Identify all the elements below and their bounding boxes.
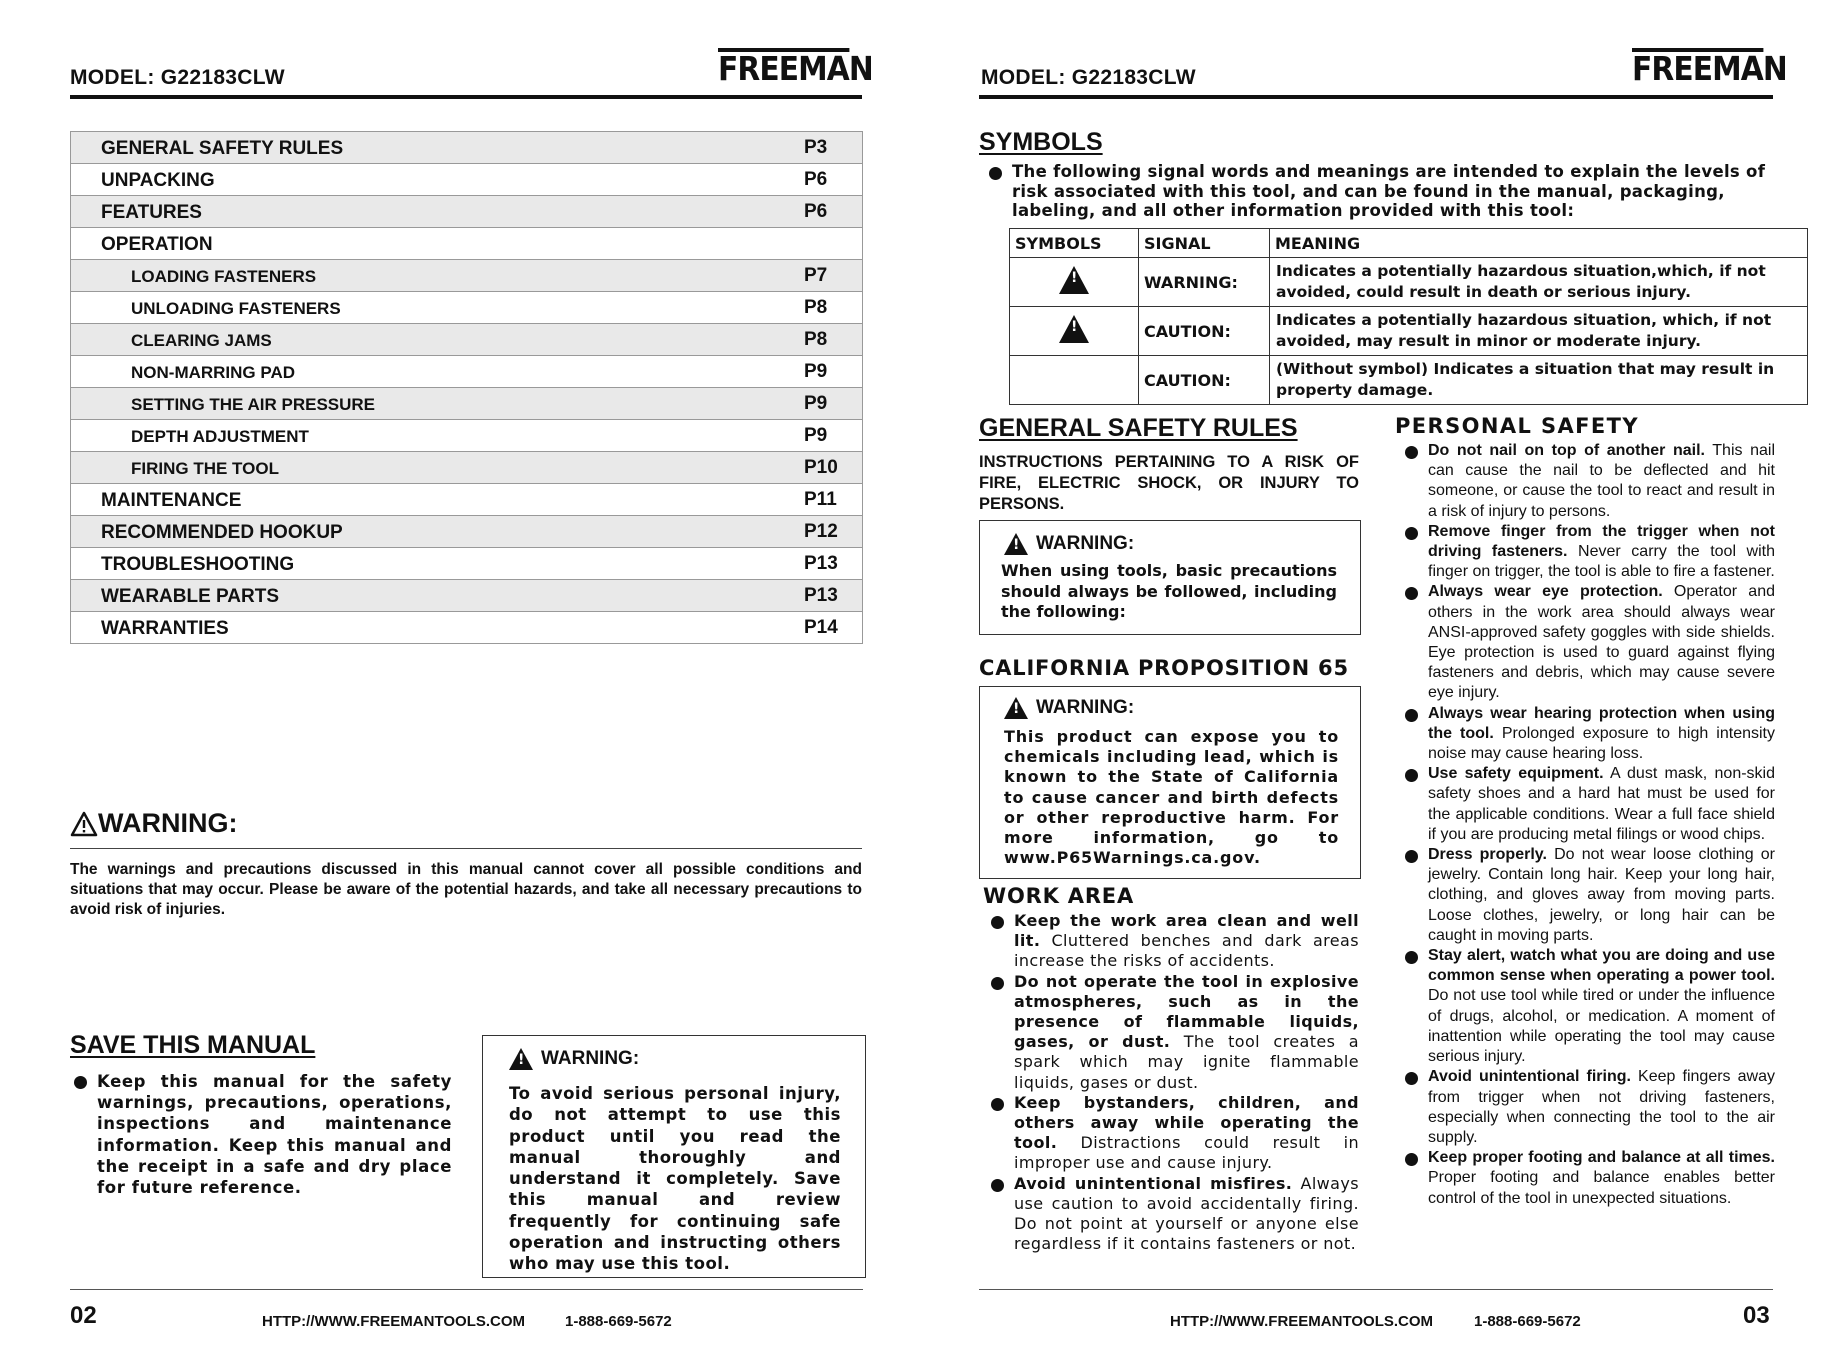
toc-entry-page: P3 — [804, 137, 828, 158]
col-signal: SIGNAL — [1139, 229, 1270, 258]
footer-phone: 1-888-669-5672 — [1474, 1313, 1581, 1330]
warning-triangle-icon — [70, 811, 98, 837]
toc-row — [71, 196, 862, 228]
toc-entry-title: MAINTENANCE — [101, 490, 242, 511]
footer-phone: 1-888-669-5672 — [565, 1313, 672, 1330]
warning-text: The warnings and precautions discussed in this manual cannot cover all possible conditions and situations that may occur. Please be aware of the potential hazards, and take all necessary precautions to avoid risk of injuries. — [70, 861, 862, 918]
toc-entry-page: P11 — [804, 489, 837, 510]
list-item-text: Keep fingers away from trigger when not driving fasteners, especially when connecting the tool to the air supply. — [1428, 1068, 1776, 1146]
toc-entry-page: P8 — [804, 297, 828, 318]
prop65-warning-title: WARNING: — [1036, 697, 1135, 718]
list-item-text: This nail can cause the nail to be deflected and hit someone, or cause the tool to react and result in a risk of injury to persons. — [1428, 442, 1775, 520]
toc-entry-title: DEPTH ADJUSTMENT — [131, 427, 309, 446]
list-item — [1401, 845, 1775, 946]
gsr-instructions: INSTRUCTIONS PERTAINING TO A RISK OF FIRE, ELECTRIC SHOCK, OR INJURY TO PERSONS. — [979, 453, 1359, 513]
toc-row — [71, 612, 862, 644]
warning-rule — [70, 848, 862, 849]
list-item-text: Cluttered benches and dark areas increase the risks of accidents. — [1014, 931, 1359, 971]
gsr-warning-heading — [1004, 533, 1134, 555]
table-of-contents — [70, 131, 863, 644]
toc-row — [71, 452, 862, 484]
toc-entry-page: P6 — [804, 201, 828, 222]
list-item — [1401, 1067, 1775, 1148]
save-warning-box — [482, 1035, 866, 1278]
signal-cell: WARNING: — [1139, 258, 1270, 307]
toc-entry-title: RECOMMENDED HOOKUP — [101, 522, 343, 543]
signal-cell: CAUTION: — [1139, 307, 1270, 356]
meaning-cell: Indicates a potentially hazardous situation, which, if not avoided, may result in minor or moderate injury. — [1270, 307, 1808, 356]
toc-row — [71, 228, 862, 260]
signal-cell: CAUTION: — [1139, 356, 1270, 405]
toc-row — [71, 324, 862, 356]
model-label: MODEL: G22183CLW — [70, 66, 285, 89]
symbol-cell-empty — [1010, 356, 1139, 405]
toc-row — [71, 292, 862, 324]
col-symbols: SYMBOLS — [1010, 229, 1139, 258]
warning-triangle-icon — [1004, 697, 1028, 719]
toc-row — [71, 420, 862, 452]
toc-entry-page: P13 — [804, 585, 838, 606]
toc-row — [71, 580, 862, 612]
list-item-text: Distractions could result in improper use and cause injury. — [1014, 1133, 1359, 1173]
list-item-lead: Always wear eye protection. — [1428, 583, 1663, 601]
gsr-warning-title: WARNING: — [1036, 533, 1135, 554]
list-item-text: Prolonged exposure to high intensity noise may cause hearing loss. — [1428, 724, 1775, 763]
toc-row — [71, 484, 862, 516]
header-rule — [70, 95, 862, 99]
toc-entry-title: UNLOADING FASTENERS — [131, 299, 341, 318]
warning-heading — [70, 808, 237, 839]
table-row — [1010, 356, 1808, 405]
meaning-cell: (Without symbol) Indicates a situation that may result in property damage. — [1270, 356, 1808, 405]
col-meaning: MEANING — [1270, 229, 1808, 258]
toc-row — [71, 548, 862, 580]
right-page — [917, 0, 1834, 1362]
toc-entry-title: GENERAL SAFETY RULES — [101, 138, 344, 159]
list-item-text: The tool creates a spark which may ignite flammable liquids, gases or dust. — [1014, 1032, 1359, 1092]
symbol-cell — [1010, 307, 1139, 356]
list-item — [1401, 522, 1775, 583]
save-warning-title: WARNING: — [541, 1048, 640, 1069]
personal-safety-title: PERSONAL SAFETY — [1395, 414, 1640, 438]
list-item — [987, 1093, 1359, 1174]
toc-entry-page: P10 — [804, 457, 838, 478]
footer-url: HTTP://WWW.FREEMANTOOLS.COM — [262, 1313, 526, 1330]
toc-row — [71, 356, 862, 388]
list-item-lead: Remove finger from the trigger when not driving fasteners. — [1428, 522, 1775, 561]
list-item-lead: Do not operate the tool in explosive atmospheres, such as in the presence of flammable liquids, gases, or dust. — [1014, 971, 1359, 1052]
save-warning-text: To avoid serious personal injury, do not attempt to use this product until you read the manual thoroughly and understand it completely. Save this manual and review frequently for continuing safe operation and instructing others who may use this tool. — [509, 1084, 841, 1274]
toc-entry-page: P7 — [804, 265, 828, 286]
warning-triangle-icon — [509, 1048, 533, 1070]
toc-entry-title: WARRANTIES — [101, 618, 229, 639]
list-item — [987, 911, 1359, 972]
symbols-intro-list — [985, 162, 1805, 221]
toc-row — [71, 260, 862, 292]
list-item — [1401, 764, 1775, 845]
toc-entry-page: P12 — [804, 521, 838, 542]
toc-row — [71, 388, 862, 420]
footer-url: HTTP://WWW.FREEMANTOOLS.COM — [1170, 1313, 1434, 1330]
header-rule — [979, 95, 1773, 99]
list-item-text: Always use caution to avoid accidentally firing. Do not point at yourself or anyone else regardless if it contains fasteners or not. — [1014, 1173, 1359, 1254]
toc-entry-title: OPERATION — [101, 234, 213, 255]
list-item-text: Do not use tool while tired or under the influence of drugs, alcohol, or medication. A moment of inattention while operating the tool may cause serious injury. — [1428, 987, 1775, 1066]
warning-triangle-icon — [1059, 266, 1089, 294]
prop65-title: CALIFORNIA PROPOSITION 65 — [979, 656, 1349, 680]
symbol-cell — [1010, 258, 1139, 307]
list-item-lead: Do not nail on top of another nail. — [1428, 442, 1705, 459]
list-item — [987, 972, 1359, 1093]
list-item — [1401, 441, 1775, 522]
work-area-list — [987, 911, 1359, 1254]
list-item — [1401, 704, 1775, 765]
list-item-lead: Dress properly. — [1428, 846, 1547, 864]
table-row — [1010, 307, 1808, 356]
toc-entry-title: UNPACKING — [101, 170, 215, 191]
prop65-text: This product can expose you to chemicals including lead, which is known to the State of California to cause cancer and birth defects or other reproductive harm. For more information, go to www.P65Warnings.ca.gov. — [1004, 727, 1339, 868]
save-manual-title: SAVE THIS MANUAL — [70, 1031, 316, 1059]
toc-entry-page: P14 — [804, 617, 838, 638]
toc-entry-title: SETTING THE AIR PRESSURE — [131, 395, 376, 414]
toc-entry-title: FIRING THE TOOL — [131, 459, 279, 478]
list-item — [987, 1174, 1359, 1255]
model-label: MODEL: G22183CLW — [981, 66, 1196, 89]
list-item-text: Proper footing and balance enables better control of the tool in unexpected situations. — [1428, 1169, 1775, 1207]
list-item-text: A dust mask, non-skid safety shoes and a hard hat must be used for the applicable conditions. Wear a full face shield if you are producing metal filings or wood chips. — [1428, 765, 1776, 843]
list-item-lead: Keep bystanders, children, and others away while operating the tool. — [1014, 1092, 1359, 1153]
list-item-text: Operator and others in the work area should always wear ANSI-approved safety goggles with side shields. Eye protection is used to guard against flying fasteners and debris, which may cause severe eye injury. — [1428, 583, 1775, 702]
list-item — [1401, 582, 1775, 703]
gsr-warning-text: When using tools, basic precautions should always be followed, including the following: — [1001, 561, 1337, 621]
prop65-warning-box — [979, 686, 1361, 879]
page-number: 02 — [70, 1302, 97, 1329]
footer-rule — [979, 1289, 1773, 1290]
symbols-title: SYMBOLS — [979, 128, 1103, 156]
personal-safety-list — [1401, 441, 1775, 1209]
toc-entry-title: LOADING FASTENERS — [131, 267, 317, 286]
toc-entry-page: P9 — [804, 425, 828, 446]
toc-entry-page: P9 — [804, 361, 828, 382]
caution-triangle-icon — [1059, 315, 1089, 343]
save-warning-heading — [509, 1048, 639, 1070]
save-manual-list — [70, 1071, 452, 1198]
symbols-intro: The following signal words and meanings are intended to explain the levels of risk associated with this tool, and can be found in the manual, packaging, labeling, and all other information provided with this tool: — [985, 162, 1805, 221]
list-item-text: Never carry the tool with finger on trigger, the tool is able to fire a fastener. — [1428, 543, 1776, 581]
warning-title: WARNING: — [98, 808, 238, 838]
list-item-lead: Avoid unintentional misfires. — [1014, 1173, 1293, 1193]
list-item-lead: Keep proper footing and balance at all times. — [1428, 1149, 1775, 1167]
warning-triangle-icon — [1004, 533, 1028, 555]
list-item-lead: Stay alert, watch what you are doing and use common sense when operating a power tool. — [1428, 947, 1775, 985]
list-item-lead: Avoid unintentional firing. — [1428, 1068, 1631, 1086]
toc-row — [71, 132, 862, 164]
toc-entry-page: P9 — [804, 393, 828, 414]
toc-entry-page: P6 — [804, 169, 828, 190]
list-item — [1401, 1148, 1775, 1209]
freeman-logo: FREEMAN — [1632, 49, 1787, 88]
meaning-cell: Indicates a potentially hazardous situation,which, if not avoided, could result in death or serious injury. — [1270, 258, 1808, 307]
list-item-lead: Use safety equipment. — [1428, 765, 1604, 783]
toc-entry-title: WEARABLE PARTS — [101, 586, 280, 607]
gsr-warning-box — [979, 520, 1361, 635]
toc-entry-page: P8 — [804, 329, 828, 350]
save-manual-text: Keep this manual for the safety warnings, precautions, operations, inspections and maintenance information. Keep this manual and the receipt in a safe and dry place for future reference. — [70, 1071, 452, 1198]
toc-entry-title: FEATURES — [101, 202, 202, 223]
list-item-lead: Always wear hearing protection when using the tool. — [1428, 704, 1775, 742]
gsr-title: GENERAL SAFETY RULES — [979, 414, 1298, 442]
toc-entry-title: TROUBLESHOOTING — [101, 554, 295, 575]
toc-entry-title: NON-MARRING PAD — [131, 363, 296, 382]
prop65-warning-heading — [1004, 697, 1134, 719]
list-item-text: Do not wear loose clothing or jewelry. Contain long hair. Keep your long hair, clothing, and gloves away from moving parts. Loose clothes, jewelry, or long hair can be caught in moving parts. — [1428, 846, 1776, 944]
toc-entry-page: P13 — [804, 553, 838, 574]
list-item-lead: Keep the work area clean and well lit. — [1014, 911, 1359, 951]
table-row — [1010, 258, 1808, 307]
freeman-logo: FREEMAN — [718, 49, 873, 88]
footer-rule — [70, 1289, 863, 1290]
toc-entry-title: CLEARING JAMS — [131, 331, 272, 350]
list-item — [1401, 946, 1775, 1067]
page-number: 03 — [1743, 1302, 1770, 1329]
symbols-table — [1009, 228, 1808, 405]
toc-row — [71, 164, 862, 196]
work-area-title: WORK AREA — [983, 884, 1134, 908]
toc-row — [71, 516, 862, 548]
